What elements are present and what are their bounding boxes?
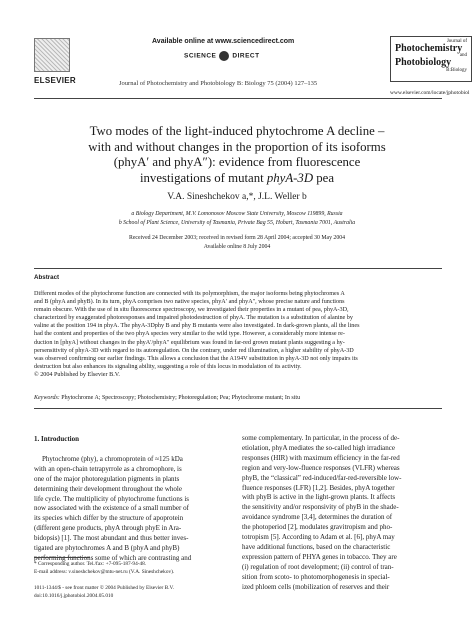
body-line: etiolation, phyA mediates the so-called high irradiance (242, 443, 395, 452)
title-line: Two modes of the light-induced phytochrome A decline – (89, 124, 385, 138)
publisher-name: ELSEVIER (34, 76, 76, 85)
title-line: with and without changes in the proportion of its isoforms (88, 139, 386, 154)
abstract-bottom-divider (34, 408, 442, 409)
footnote-divider (34, 557, 90, 558)
affiliation-b: b School of Plant Science, University of Tasmania, Private Bag 55, Hobart, Tasmania 7001, Australia (118, 220, 356, 226)
elsevier-tree-logo-icon (34, 38, 70, 72)
body-line: bidopsis) [1]. The most abundant and thus better inves- (34, 534, 189, 543)
keywords (34, 395, 442, 401)
body-line: avoidance syndrome [3,4], determines the duration of (242, 513, 393, 522)
body-line: the photoperiod [2], modulates gravitropism and pho- (242, 523, 393, 532)
abstract-heading: Abstract (34, 274, 60, 281)
body-line: region and very-low-fluence responses (VLFR) whereas (242, 463, 400, 472)
body-line: the sensitivity and/or responsivity of phyB in the shade- (242, 503, 399, 512)
body-line: totropism [5]. According to Adam et al. [6], phyA may (242, 533, 395, 542)
journal-reference: Journal of Photochemistry and Photobiology B: Biology 75 (2004) 127–135 (119, 80, 318, 87)
title-line-part: pea (313, 170, 335, 185)
body-line: some complementary. In particular, in the process of de- (242, 434, 400, 442)
body-line: with phyB is active in the light-grown plants. It affects (242, 493, 396, 502)
available-date: Available online 8 July 2004 (203, 244, 271, 250)
doi-line[interactable]: doi:10.1016/j.jphotobiol.2004.05.010 (34, 593, 114, 599)
body-line: (different gene products, phyA through phyE in Ara- (34, 524, 182, 533)
abstract-body (34, 290, 442, 379)
received-dates: Received 24 December 2003; received in revised form 28 April 2004; accepted 30 May 2004 (128, 235, 346, 241)
body-line: (i) regulation of root development; (ii) control of tran- (242, 562, 394, 571)
available-online-text: Available online at www.sciencedirect.com (152, 38, 295, 45)
copyright-line: © 2004 Published by Elsevier B.V. (34, 371, 120, 378)
body-line: sition from scoto- to photomorphogenesis in special- (242, 572, 390, 581)
abstract-line: destruction but also enhances its signaling ability, suggesting a role of this locus in modulation of its activity. (34, 363, 302, 370)
issn-line: 1011-1344/$ - see front matter © 2004 Published by Elsevier B.V. (34, 585, 174, 591)
abstract-line: characterized by exaggerated photoresponses and impaired photodestruction of phyA. The mutation is a substitution of alanine by (34, 315, 353, 322)
body-line: life cycle. The multiplicity of phytochrome functions is (34, 494, 190, 503)
abstract-line: duction in [phyA] without changes in the phyA′/phyA″ equilibrium was found in far-red grown mutant plants suggesting a hy- (34, 339, 345, 346)
abstract-line: had the content and properties of the two phyA species very similar to the wild type. However, a considerably more intense re- (34, 331, 345, 338)
authors: V.A. Sineshchekov a,*, J.L. Weller b (167, 192, 307, 202)
sciencedirect-logo (184, 51, 260, 61)
abstract-line: valine at the position 194 in phyA. The phyA-3Dphy B and phy B mutants were also investigated. In dark-grown plants, all the lines (34, 323, 360, 330)
body-line: performing functions some of which are contrasting and (34, 553, 192, 562)
left-column (34, 435, 234, 564)
abstract-line: persensitivity of phyA-3D with regard to its autoregulation. On the contrary, under red illumination, a higher stability of phyA-3D (34, 347, 354, 354)
header-divider (34, 98, 442, 99)
journal-title-box (390, 36, 472, 82)
body-line: now associated with the existence of a small number of (34, 504, 189, 513)
section-heading: 1. Introduction (34, 435, 79, 443)
body-line: ized phloem cells (mobilization of reserves and their (242, 582, 390, 591)
keywords-label: Keywords: (34, 395, 60, 401)
abstract-top-divider (34, 268, 442, 269)
journal-box-top: Journal of (446, 39, 467, 44)
body-line: one of the major photoregulation pigments in plants (34, 474, 180, 483)
body-line: tigated are phytochromes A and B (phyA and phyB) (34, 544, 180, 553)
title-line-italic: phyA-3D (266, 170, 314, 185)
keywords-list: Phytochrome A; Spectroscopy; Photochemistry; Photoregulation; Pea; Phytochrome mutant; In situ (59, 395, 301, 401)
sciencedirect-dot-icon (219, 51, 229, 61)
abstract-line: was observed confirming our earlier findings. This allows a conclusion that the A194V substitution in phyA-3D not only impairs its (34, 355, 358, 362)
affiliation-a: a Biology Department, M.V. Lomonosov Moscow State University, Moscow 119899, Russia (131, 211, 343, 217)
title-line (40, 171, 434, 187)
right-column (242, 434, 442, 593)
abstract-line: Different modes of the phytochrome function are connected with its polymorphism, the major isoforms being phytochromes A (34, 291, 345, 297)
body-line: its species which differ by the structure of apoprotein (34, 514, 184, 523)
body-line: Phytochrome (phy), a chromoprotein of ≈125 kDa (42, 454, 183, 463)
body-line: expression pattern of PHYA genes in tobacco. They are (242, 552, 397, 561)
body-line: determining their development throughout the whole (34, 484, 182, 493)
journal-box-line2: and (459, 53, 467, 58)
journal-url[interactable]: www.elsevier.com/locate/jphotobiol (390, 90, 470, 96)
title-line-part: investigations of mutant (139, 170, 267, 185)
abstract-line: remain obscure. With the use of in situ fluorescence spectroscopy, we investigated their properties in a mutant of pea, phyA-3D, (34, 307, 349, 314)
journal-header (34, 36, 470, 96)
abstract-line: and B (phyA and phyB). In its turn, phyA comprises two native species, phyA′ and phyA″, whose precise nature and functions (34, 299, 345, 306)
body-line: with an open-chain tetrapyrrole as a chromophore, is (34, 464, 182, 473)
journal-box-line3: Photobiology (395, 57, 452, 68)
footnote-corresponding: * Corresponding author. Tel./fax: +7-095-187-94-48. (34, 561, 147, 567)
title-line: (phyA′ and phyA″): evidence from fluorescence (113, 155, 361, 169)
footnote-email[interactable]: E-mail address: v.sineshchekov@mtu-net.ru (V.A. Sineshchekov). (34, 569, 175, 575)
journal-box-sub: B:Biology (446, 68, 467, 73)
sd-right-text: DIRECT (232, 52, 260, 60)
body-line: have additional functions, based on the characteristic (242, 542, 391, 551)
journal-box-line1: Photochemistry (395, 43, 463, 54)
body-line: responses (HIR) with maximum efficiency in the far-red (242, 453, 400, 462)
body-line: phyB, the “classical” red-induced/far-red-reversible low- (242, 473, 402, 482)
sd-left-text: SCIENCE (184, 52, 217, 60)
body-line: fluence responses (LFR) [1,2]. Besides, phyA together (242, 483, 395, 492)
article-title (40, 124, 434, 186)
